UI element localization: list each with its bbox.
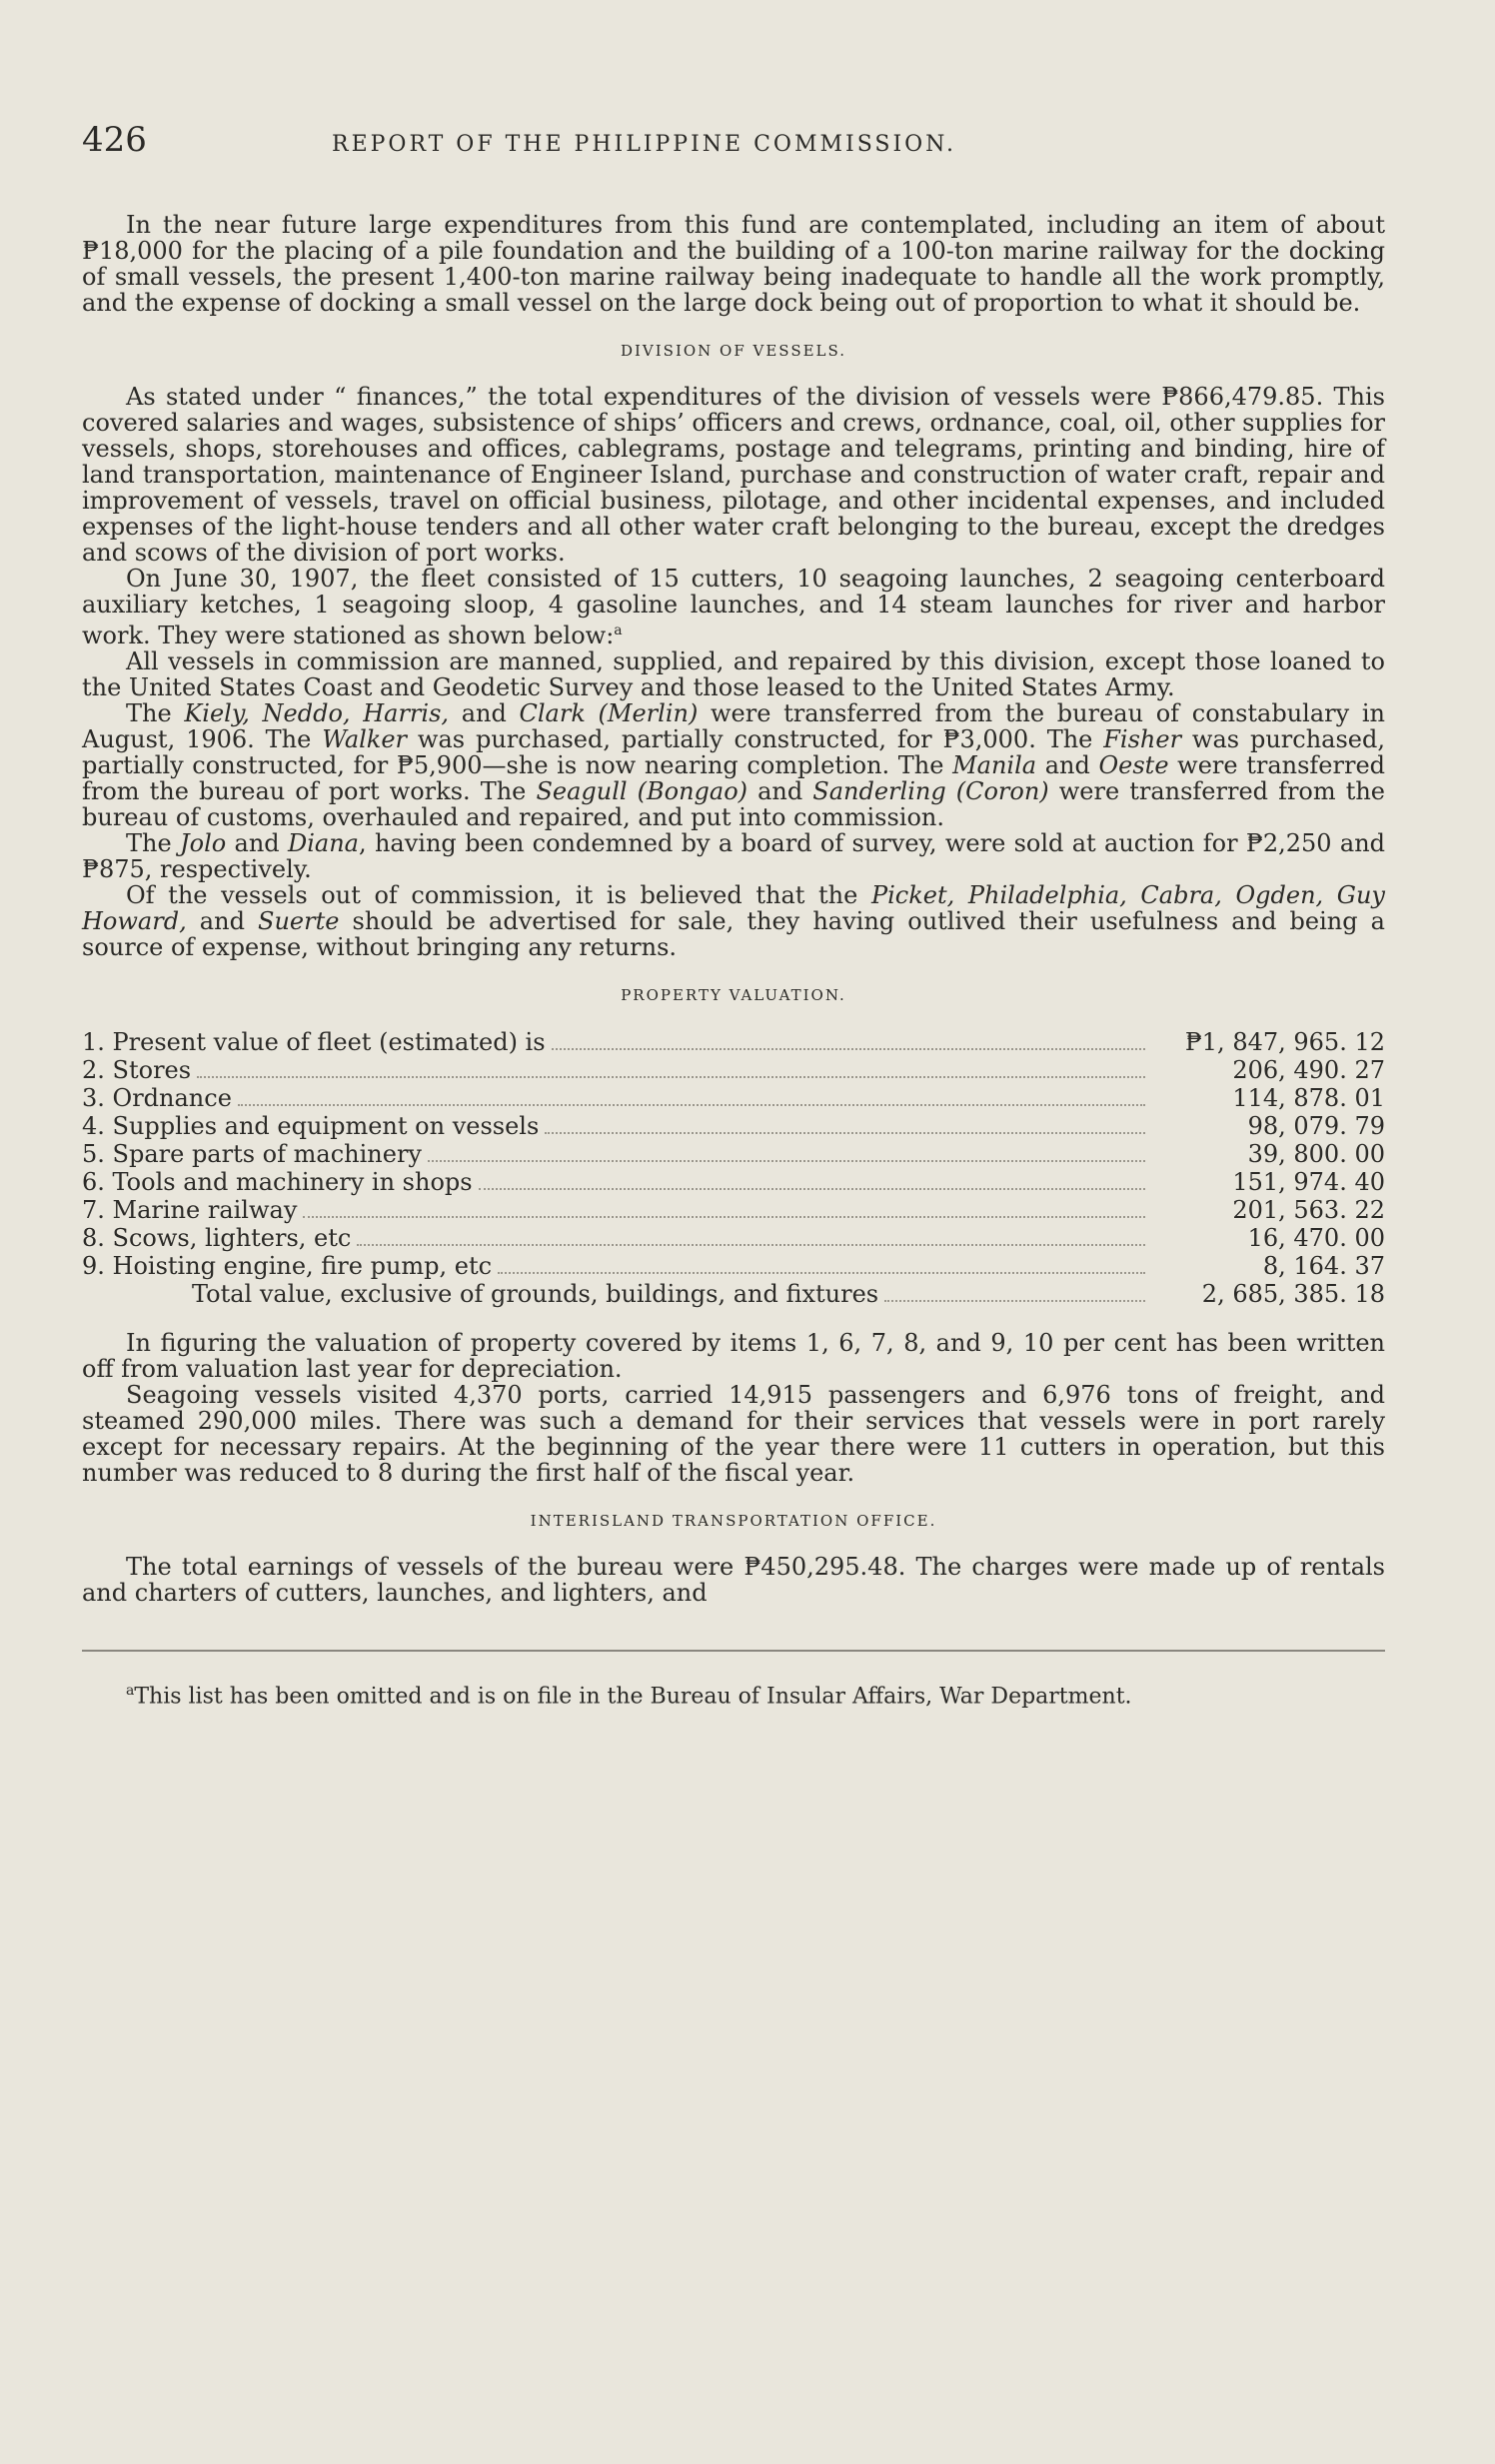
item-label: 1. Present value of fleet (estimated) is xyxy=(82,1028,546,1056)
footnote-reference: a xyxy=(614,622,623,638)
text-run: and xyxy=(449,699,520,727)
table-row xyxy=(82,1196,1385,1224)
vessel-names: Oeste xyxy=(1098,751,1169,779)
dot-leader xyxy=(303,1216,1145,1218)
division-paragraph-4 xyxy=(82,700,1385,830)
footnote-paragraph xyxy=(82,1678,1385,1710)
item-label: 6. Tools and machinery in shops xyxy=(82,1168,473,1196)
item-label: 5. Spare parts of machinery xyxy=(82,1140,422,1168)
item-label: 9. Hoisting engine, fire pump, etc xyxy=(82,1252,493,1280)
division-paragraph-6 xyxy=(82,882,1385,960)
item-amount: 39, 800. 00 xyxy=(1247,1140,1385,1168)
vessel-names: Manila xyxy=(952,751,1037,779)
text-run: was purchased, partially constructed, for ₱5,900—she is now nearing completion. The xyxy=(82,725,1385,779)
dot-leader xyxy=(197,1076,1145,1078)
division-paragraph-2 xyxy=(82,566,1385,648)
vessel-names: Picket, Philadelphia, Cabra, Ogden, Guy Howard, xyxy=(82,881,1385,935)
footnote xyxy=(82,1678,1385,1710)
dot-leader xyxy=(479,1188,1145,1190)
table-row xyxy=(82,1168,1385,1196)
text-run: and xyxy=(226,829,288,857)
vessel-names: Kiely, Neddo, Harris, xyxy=(184,699,450,727)
vessel-names: Sanderling (Coron) xyxy=(812,777,1049,805)
text-run: The xyxy=(126,699,185,727)
text-run: Of the vessels out of commission, it is believed that the xyxy=(126,881,871,909)
vessel-names: Diana xyxy=(288,829,359,857)
vessel-names: Suerte xyxy=(258,907,340,935)
total-label: Total value, exclusive of grounds, buildings, and fixtures xyxy=(192,1280,879,1308)
text-run: were transferred from the bureau of customs, overhauled and repaired, and put into commission. xyxy=(82,777,1385,831)
total-row xyxy=(82,1280,1385,1308)
item-amount: 98, 079. 79 xyxy=(1247,1112,1385,1140)
text-run: The xyxy=(126,829,180,857)
dot-leader xyxy=(552,1048,1145,1050)
vessel-names: Fisher xyxy=(1103,725,1182,753)
dot-leader xyxy=(498,1272,1145,1274)
text-run: and xyxy=(748,777,813,805)
vessel-names: Jolo xyxy=(180,829,227,857)
text-run: and xyxy=(186,907,259,935)
vessel-names: Clark (Merlin) xyxy=(519,699,699,727)
text-run: were transferred from the bureau of constabulary in August, 1906. The xyxy=(82,699,1386,753)
table-row xyxy=(82,1028,1385,1056)
table-row xyxy=(82,1112,1385,1140)
item-label: 4. Supplies and equipment on vessels xyxy=(82,1112,540,1140)
text-run: was purchased, partially constructed, for ₱3,000. The xyxy=(407,725,1104,753)
total-amount: 2, 685, 385. 18 xyxy=(1201,1280,1385,1308)
vessel-names: Seagull (Bongao) xyxy=(536,777,748,805)
dot-leader xyxy=(428,1160,1145,1162)
valuation-note-paragraph: In figuring the valuation of property covered by items 1, 6, 7, 8, and 9, 10 per cent has been written off from valuation last year for depreciation. xyxy=(82,1329,1385,1383)
interisland-transportation-heading: INTERISLAND TRANSPORTATION OFFICE. xyxy=(530,1512,937,1530)
item-label: 8. Scows, lighters, etc xyxy=(82,1224,352,1252)
item-label: 7. Marine railway xyxy=(82,1196,298,1224)
text-run: were transferred from the bureau of port works. The xyxy=(82,751,1386,805)
table-row xyxy=(82,1084,1385,1112)
item-amount: 16, 470. 00 xyxy=(1247,1224,1385,1252)
division-paragraph-1: As stated under “ finances,” the total expenditures of the division of vessels were ₱866,479.85. This covered salaries and wages, subsistence of ships’ officers and crews, ordnance, coal, oil, other supplies for vessels, shops, storehouses and offices, cablegrams, postage and telegrams, printing and binding, hire of land transportation, maintenance of Engineer Island, purchase and construction of water craft, repair and improvement of vessels, travel on official business, pilotage, and other incidental expenses, and included expenses of the light-house tenders and all other water craft belonging to the bureau, except the dredges and scows of the division of port works. xyxy=(82,383,1385,567)
vessel-names: Walker xyxy=(322,725,408,753)
item-amount: 151, 974. 40 xyxy=(1232,1168,1385,1196)
page-number: 426 xyxy=(82,120,147,160)
text-run: and xyxy=(1036,751,1099,779)
table-row xyxy=(82,1056,1385,1084)
division-paragraph-3: All vessels in commission are manned, supplied, and repaired by this division, except those loaned to the United States Coast and Geodetic Survey and those leased to the United States Army. xyxy=(82,647,1385,701)
table-row xyxy=(82,1140,1385,1168)
item-label: 3. Ordnance xyxy=(82,1084,232,1112)
item-amount: 201, 563. 22 xyxy=(1232,1196,1385,1224)
footnote-text: This list has been omitted and is on file in the Bureau of Insular Affairs, War Department. xyxy=(134,1684,1132,1710)
division-paragraph-5 xyxy=(82,830,1385,882)
running-head: REPORT OF THE PHILIPPINE COMMISSION. xyxy=(332,132,957,157)
item-amount: 8, 164. 37 xyxy=(1262,1252,1385,1280)
table-row xyxy=(82,1252,1385,1280)
dot-leader xyxy=(884,1300,1145,1302)
dot-leader xyxy=(545,1132,1145,1134)
item-label: 2. Stores xyxy=(82,1056,192,1084)
item-amount: ₱1, 847, 965. 12 xyxy=(1184,1028,1385,1056)
division-of-vessels-heading: DIVISION OF VESSELS. xyxy=(620,342,847,360)
seagoing-vessels-paragraph: Seagoing vessels visited 4,370 ports, carried 14,915 passengers and 6,976 tons of freight, and steamed 290,000 miles. There was such a demand for their services that vessels were in port rarely except for necessary repairs. At the beginning of the year there were 11 cutters in operation, but this number was reduced to 8 during the first half of the fiscal year. xyxy=(82,1381,1385,1487)
interisland-paragraph: The total earnings of vessels of the bureau were ₱450,295.48. The charges were made up of rentals and charters of cutters, launches, and lighters, and xyxy=(82,1553,1385,1607)
dot-leader xyxy=(238,1104,1145,1106)
item-amount: 114, 878. 01 xyxy=(1232,1084,1385,1112)
item-amount: 206, 490. 27 xyxy=(1232,1056,1385,1084)
property-valuation-heading: PROPERTY VALUATION. xyxy=(621,986,846,1004)
footnote-marker: a xyxy=(126,1683,135,1699)
page-header xyxy=(82,120,1385,160)
text-run: , having been condemned by a board of survey, were sold at auction for ₱2,250 and ₱875, respectively. xyxy=(82,829,1386,883)
text-run: should be advertised for sale, they having outlived their usefulness and being a source of expense, without bringing any returns. xyxy=(82,907,1385,961)
dot-leader xyxy=(357,1244,1145,1246)
division-paragraph-2-text: On June 30, 1907, the fleet consisted of 15 cutters, 10 seagoing launches, 2 seagoing centerboard auxiliary ketches, 1 seagoing sloop, 4 gasoline launches, and 14 steam launches for river and harbor work. They were stationed as shown below: xyxy=(82,565,1385,649)
footnote-divider xyxy=(82,1650,1385,1652)
table-row xyxy=(82,1224,1385,1252)
intro-paragraph: In the near future large expenditures from this fund are contemplated, including an item of about ₱18,000 for the placing of a pile foundation and the building of a 100-ton marine railway for the docking of small vessels, the present 1,400-ton marine railway being inadequate to handle all the work promptly, and the expense of docking a small vessel on the large dock being out of proportion to what it should be. xyxy=(82,211,1385,317)
property-valuation-table xyxy=(82,1028,1385,1308)
